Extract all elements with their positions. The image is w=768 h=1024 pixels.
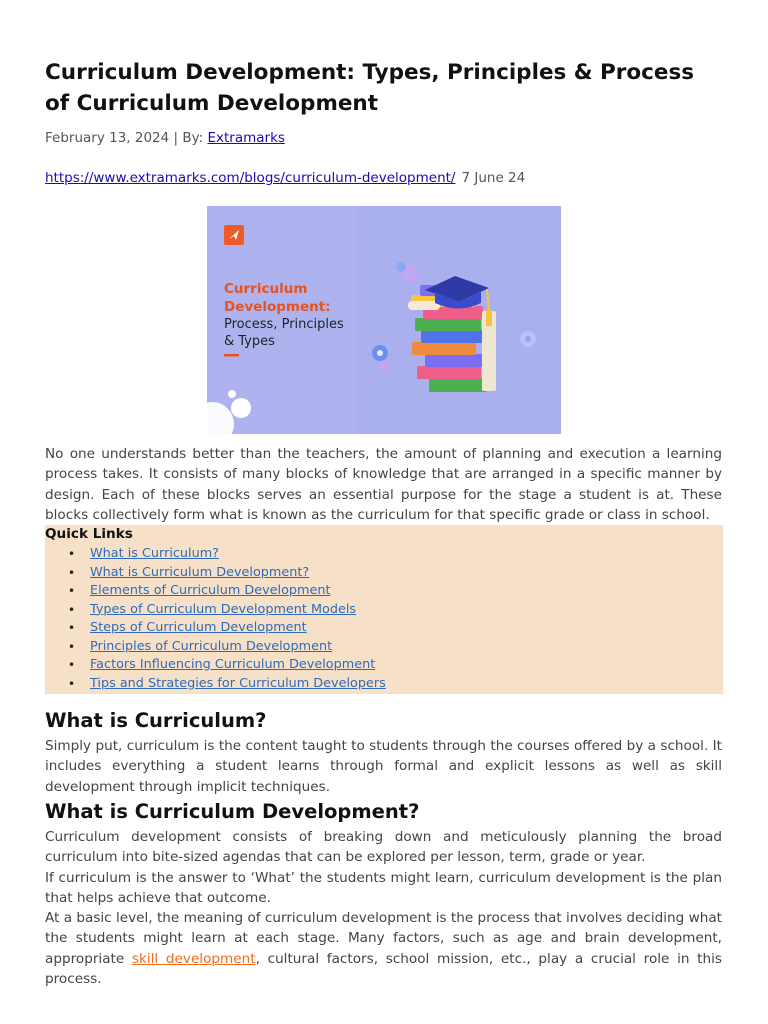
paragraph-text: , cultural factors, school mission, etc., play a crucial role in this process. (45, 950, 722, 987)
extramarks-logo-icon (224, 225, 244, 245)
section-paragraph: Curriculum development consists of breaking down and meticulously planning the broad curriculum into bite-sized agendas that can be explored per lesson, term, grade or year. (45, 829, 722, 866)
quick-link-factors[interactable]: Factors Influencing Curriculum Development (90, 657, 376, 672)
clip-date: 7 June 24 (461, 170, 526, 186)
quick-link-what-is-curriculum[interactable]: What is Curriculum? (90, 546, 219, 561)
section-paragraph (45, 908, 722, 989)
quick-link-steps[interactable]: Steps of Curriculum Development (90, 620, 307, 635)
quick-link-item (90, 619, 386, 638)
quick-link-item (90, 601, 386, 620)
quick-link-elements[interactable]: Elements of Curriculum Development (90, 583, 331, 598)
section-paragraph: If curriculum is the answer to ‘What’ the students might learn, curriculum development is the plan that helps achieve that outcome. (45, 870, 722, 907)
quick-link-principles[interactable]: Principles of Curriculum Development (90, 638, 333, 654)
section-paragraph: Simply put, curriculum is the content taught to students through the courses offered by a school. It includes everything a student learns through formal and explicit lessons as well as skill development through implicit techniques. (45, 738, 722, 795)
hero-sub-line1: Process, Principles (224, 317, 344, 332)
byline (45, 130, 285, 146)
hero-heading-line1: Curriculum (224, 281, 308, 297)
quick-link-item (90, 656, 386, 675)
quick-link-item (90, 582, 386, 601)
quick-link-item (90, 675, 386, 694)
author-link[interactable]: Extramarks (207, 130, 285, 146)
publish-date: February 13, 2024 | By: (45, 130, 208, 146)
quick-link-item (90, 638, 386, 657)
gear-icon (520, 331, 536, 347)
paragraph-text: At a basic level, the meaning of curriculum development is the process that involves deciding what the students might learn at each stage. Many factors, such as age and brain development, appropriate (45, 910, 722, 967)
article-title: Curriculum Development: Types, Principles & Process of Curriculum Development (45, 60, 695, 116)
quick-links-title: Quick Links (45, 526, 133, 542)
hero-sub-line2: & Types (224, 334, 275, 349)
quick-link-tips[interactable]: Tips and Strategies for Curriculum Developers (90, 675, 386, 691)
section-heading-what-is-curriculum: What is Curriculum? (45, 709, 267, 732)
hero-image (207, 206, 561, 434)
source-line (45, 170, 525, 186)
intro-paragraph: No one understands better than the teachers, the amount of planning and execution a learning process takes. It consists of many blocks of knowledge that are arranged in a specific manner by design. Each of these blocks serves an essential purpose for the stage a student is at. These blocks collectively form what is known as the curriculum for that specific grade or class in school. (45, 446, 722, 523)
quick-links-box (45, 525, 723, 694)
quick-link-item (90, 564, 386, 583)
skill-development-link[interactable]: skill development (131, 950, 256, 967)
section-heading-what-is-curriculum-development: What is Curriculum Development? (45, 800, 420, 823)
quick-link-what-is-curriculum-development[interactable]: What is Curriculum Development? (90, 564, 310, 580)
quick-link-item (90, 545, 386, 564)
hero-heading-line2: Development: (224, 299, 331, 315)
quick-link-types[interactable]: Types of Curriculum Development Models (90, 601, 357, 617)
quick-links-list (45, 545, 386, 693)
source-url-link[interactable]: https://www.extramarks.com/blogs/curriculum-development/ (45, 170, 456, 186)
